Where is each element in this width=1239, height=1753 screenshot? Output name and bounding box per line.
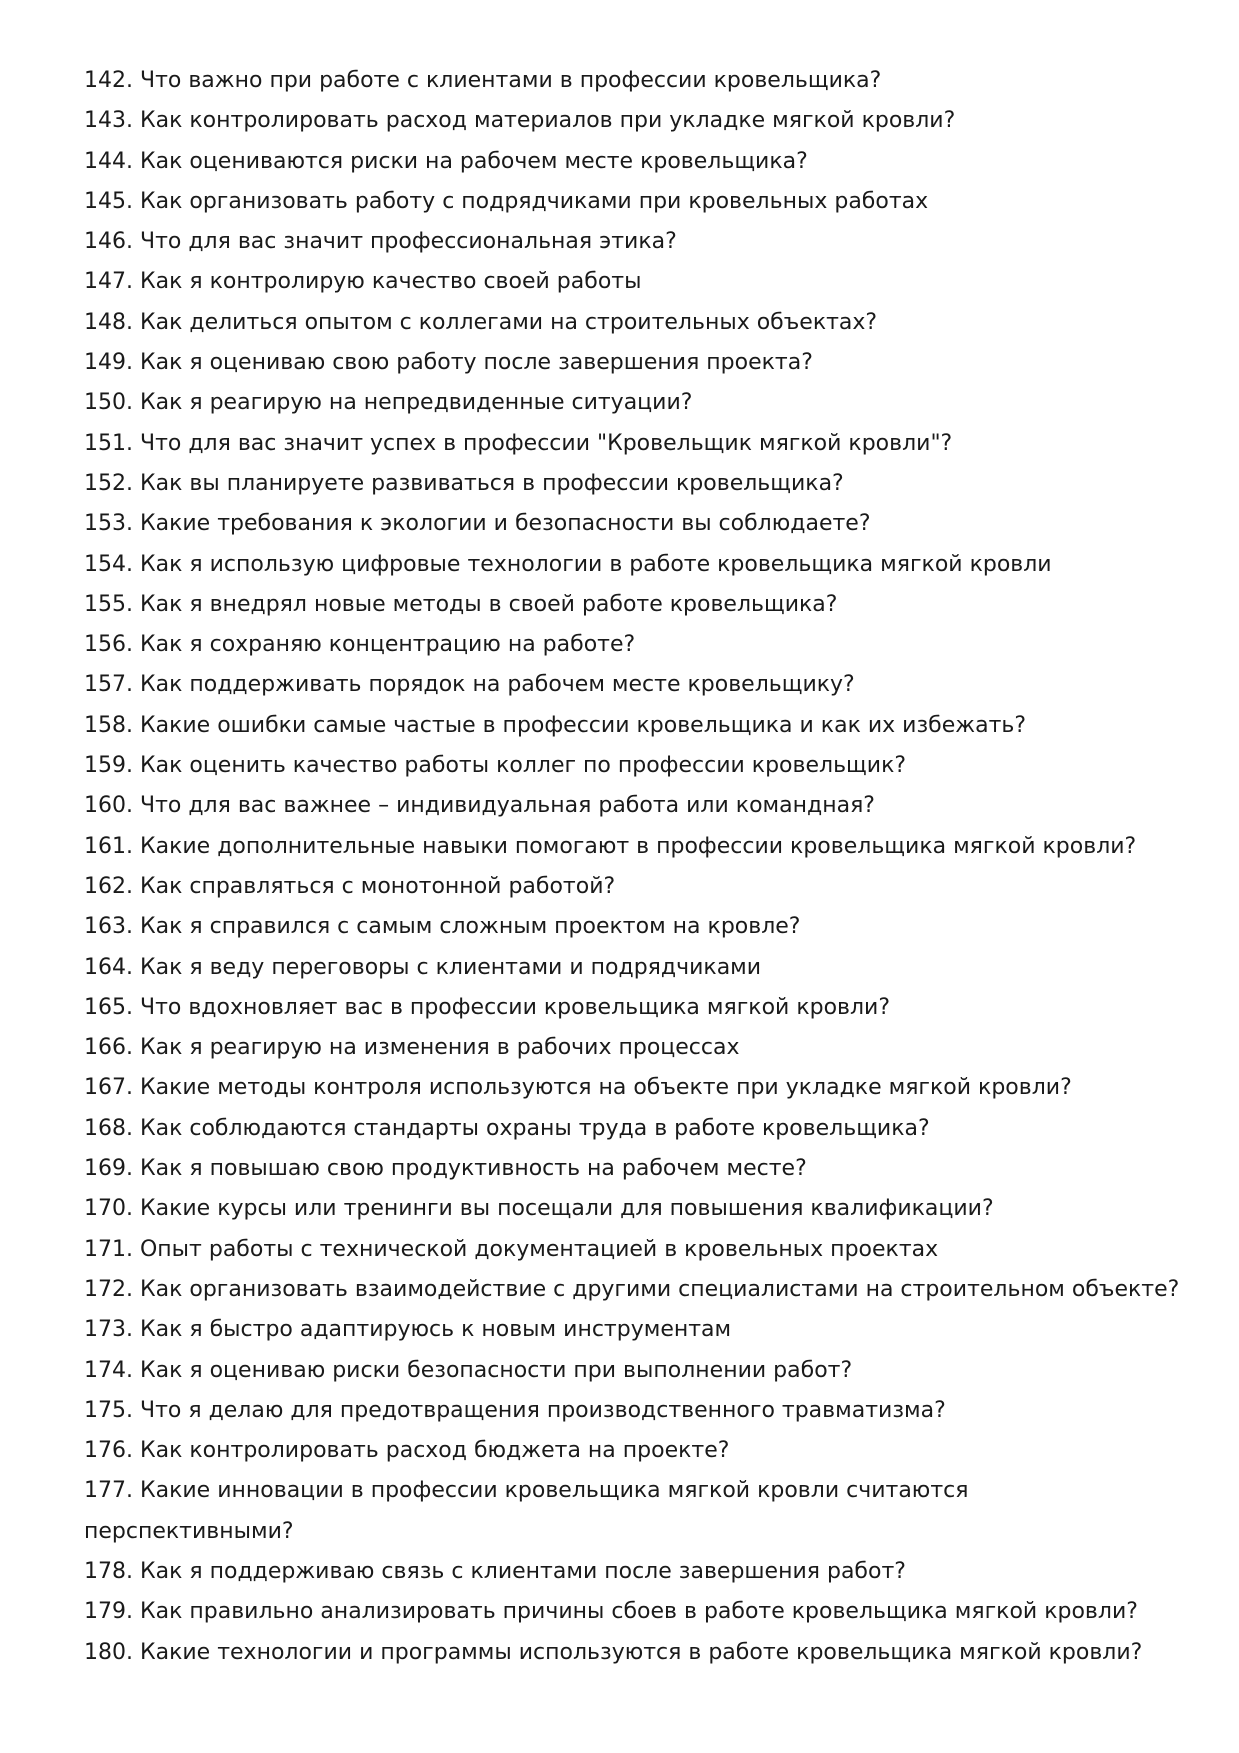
- question-text: Как оценить качество работы коллег по профессии кровельщик?: [139, 753, 907, 779]
- question-text: Как я оцениваю свою работу после завершения проекта?: [139, 350, 813, 376]
- question-number: 158.: [84, 712, 133, 738]
- list-item: [84, 1109, 1194, 1149]
- list-item: [84, 585, 1194, 625]
- question-text: Как контролировать расход материалов при укладке мягкой кровли?: [139, 108, 956, 134]
- question-number: 160.: [84, 793, 133, 819]
- list-item: [84, 545, 1194, 585]
- question-text: Что важно при работе с клиентами в профессии кровельщика?: [139, 68, 882, 93]
- question-number: 165.: [84, 994, 133, 1020]
- question-text: Как я использую цифровые технологии в работе кровельщика мягкой кровли: [139, 551, 1052, 577]
- question-number: 164.: [84, 954, 133, 980]
- list-item: [84, 61, 1194, 101]
- list-item: [84, 1270, 1194, 1310]
- question-number: 153.: [84, 511, 133, 537]
- question-number: 163.: [84, 914, 133, 940]
- question-text: Как я сохраняю концентрацию на работе?: [139, 632, 636, 658]
- question-text: Как я оцениваю риски безопасности при выполнении работ?: [139, 1357, 853, 1383]
- question-text: Какие требования к экологии и безопасности вы соблюдаете?: [139, 511, 871, 537]
- question-number: 156.: [84, 632, 133, 658]
- list-item: [84, 424, 1194, 464]
- question-text: Какие инновации в профессии кровельщика мягкой кровли считаются перспективными?: [84, 1478, 969, 1544]
- question-number: 175.: [84, 1397, 133, 1423]
- question-number: 162.: [84, 873, 133, 899]
- question-number: 176.: [84, 1438, 133, 1464]
- list-item: [84, 625, 1194, 665]
- question-number: 142.: [84, 68, 133, 93]
- question-text: Как я быстро адаптируюсь к новым инструментам: [139, 1317, 732, 1343]
- question-number: 151.: [84, 430, 133, 456]
- list-item: [84, 706, 1194, 746]
- question-text: Как соблюдаются стандарты охраны труда в работе кровельщика?: [139, 1115, 930, 1141]
- question-text: Какие технологии и программы используются в работе кровельщика мягкой кровли?: [139, 1639, 1143, 1665]
- question-number: 172.: [84, 1276, 133, 1302]
- question-text: Как я поддерживаю связь с клиентами после завершения работ?: [139, 1558, 906, 1584]
- question-text: Как оцениваются риски на рабочем месте кровельщика?: [139, 148, 808, 174]
- question-text: Что для вас важнее – индивидуальная работа или командная?: [139, 793, 875, 819]
- question-text: Какие ошибки самые частые в профессии кровельщика и как их избежать?: [139, 712, 1027, 738]
- list-item: [84, 1351, 1194, 1391]
- list-item: [84, 1592, 1194, 1632]
- question-text: Как я контролирую качество своей работы: [139, 269, 642, 295]
- question-number: 167.: [84, 1075, 133, 1101]
- question-number: 178.: [84, 1558, 133, 1584]
- question-text: Как я внедрял новые методы в своей работе кровельщика?: [139, 591, 838, 617]
- question-number: 148.: [84, 309, 133, 335]
- question-text: Что я делаю для предотвращения производственного травматизма?: [139, 1397, 946, 1423]
- list-item: [84, 1431, 1194, 1471]
- question-text: Как организовать работу с подрядчиками при кровельных работах: [139, 188, 929, 214]
- list-item: [84, 1633, 1194, 1673]
- list-item: [84, 988, 1194, 1028]
- list-item: [84, 907, 1194, 947]
- question-number: 170.: [84, 1196, 133, 1222]
- list-item: [84, 1310, 1194, 1350]
- list-item: [84, 303, 1194, 343]
- list-item: [84, 827, 1194, 867]
- list-item: [84, 262, 1194, 302]
- list-item: [84, 786, 1194, 826]
- list-item: [84, 222, 1194, 262]
- list-item: [84, 101, 1194, 141]
- question-number: 169.: [84, 1156, 133, 1182]
- question-number: 166.: [84, 1035, 133, 1061]
- question-number: 177.: [84, 1478, 133, 1504]
- list-item: [84, 383, 1194, 423]
- question-number: 147.: [84, 269, 133, 295]
- list-item: [84, 1028, 1194, 1068]
- list-item: [84, 948, 1194, 988]
- question-text: Как контролировать расход бюджета на проекте?: [139, 1438, 730, 1464]
- list-item: [84, 1552, 1194, 1592]
- question-number: 149.: [84, 350, 133, 376]
- list-item: [84, 1471, 984, 1552]
- list-item: [84, 1391, 1194, 1431]
- question-number: 144.: [84, 148, 133, 174]
- question-text: Опыт работы с технической документацией в кровельных проектах: [139, 1236, 939, 1262]
- question-number: 145.: [84, 188, 133, 214]
- question-text: Какие дополнительные навыки помогают в профессии кровельщика мягкой кровли?: [139, 833, 1137, 859]
- list-item: [84, 1149, 1194, 1189]
- question-number: 143.: [84, 108, 133, 134]
- question-number: 161.: [84, 833, 133, 859]
- question-text: Как справляться с монотонной работой?: [139, 873, 616, 899]
- question-number: 180.: [84, 1639, 133, 1665]
- question-text: Что для вас значит успех в профессии "Кровельщик мягкой кровли"?: [139, 430, 953, 456]
- question-text: Как организовать взаимодействие с другими специалистами на строительном объекте?: [139, 1276, 1180, 1302]
- list-item: [84, 142, 1194, 182]
- question-number: 168.: [84, 1115, 133, 1141]
- question-text: Как я справился с самым сложным проектом на кровле?: [139, 914, 801, 940]
- question-list: [84, 61, 1194, 1673]
- question-number: 159.: [84, 753, 133, 779]
- list-item: [84, 464, 1194, 504]
- question-number: 179.: [84, 1599, 133, 1625]
- question-text: Что для вас значит профессиональная этика?: [139, 229, 677, 255]
- list-item: [84, 1068, 1194, 1108]
- question-number: 173.: [84, 1317, 133, 1343]
- question-number: 146.: [84, 229, 133, 255]
- question-text: Как я реагирую на изменения в рабочих процессах: [139, 1035, 740, 1061]
- list-item: [84, 182, 1194, 222]
- question-number: 150.: [84, 390, 133, 416]
- question-number: 157.: [84, 672, 133, 698]
- question-text: Как я повышаю свою продуктивность на рабочем месте?: [139, 1156, 807, 1182]
- question-text: Как правильно анализировать причины сбоев в работе кровельщика мягкой кровли?: [139, 1599, 1138, 1625]
- list-item: [84, 746, 1194, 786]
- list-item: [84, 665, 1194, 705]
- list-item: [84, 504, 1194, 544]
- list-item: [84, 1230, 1194, 1270]
- question-text: Что вдохновляет вас в профессии кровельщика мягкой кровли?: [139, 994, 891, 1020]
- question-text: Как поддерживать порядок на рабочем месте кровельщику?: [139, 672, 855, 698]
- question-text: Как я веду переговоры с клиентами и подрядчиками: [139, 954, 762, 980]
- list-item: [84, 1189, 1194, 1229]
- question-text: Как вы планируете развиваться в профессии кровельщика?: [139, 470, 844, 496]
- list-item: [84, 867, 1194, 907]
- question-number: 174.: [84, 1357, 133, 1383]
- question-text: Какие методы контроля используются на объекте при укладке мягкой кровли?: [139, 1075, 1072, 1101]
- question-text: Как делиться опытом с коллегами на строительных объектах?: [139, 309, 878, 335]
- question-number: 152.: [84, 470, 133, 496]
- question-text: Как я реагирую на непредвиденные ситуации?: [139, 390, 693, 416]
- list-item: [84, 343, 1194, 383]
- question-text: Какие курсы или тренинги вы посещали для повышения квалификации?: [139, 1196, 994, 1222]
- question-number: 155.: [84, 591, 133, 617]
- question-number: 154.: [84, 551, 133, 577]
- question-number: 171.: [84, 1236, 133, 1262]
